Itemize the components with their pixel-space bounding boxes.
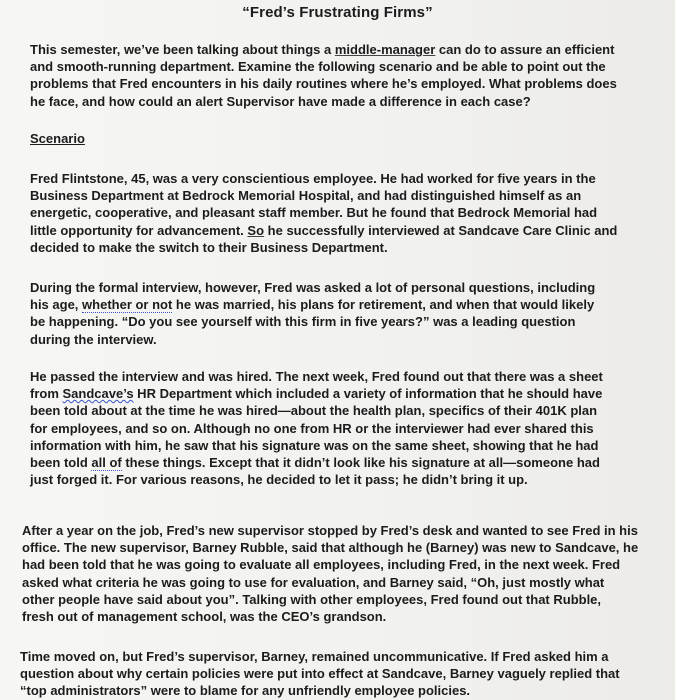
scenario-paragraph-4: After a year on the job, Fred’s new supervisor stopped by Fred’s desk and wanted to see Fred in his office. The new supervisor, Barney Rubble, said that although he (Barney) was new to Sandcave, he had been told that he was going to evaluate all employees, including Fred, in the next week. Fred asked what criteria he was going to use for evaluation, and Barney said, “Oh, just mostly what other people have said about you”. Talking with other employees, Fred found out that Rubble, fresh out of management school, was the CEO’s grandson. bbox=[22, 523, 639, 625]
scenario-paragraph-5: Time moved on, but Fred’s supervisor, Barney, remained uncommunicative. If Fred asked him a question about why certain policies were put into effect at Sandcave, Barney vaguely replied that “top administrators” were to blame for any unfriendly employee policies. bbox=[20, 649, 620, 699]
intro-line-3: problems that Fred encounters in his daily routines where he’s employed. What problems does bbox=[30, 76, 617, 92]
scenario-heading: Scenario bbox=[30, 131, 85, 146]
intro-line-2: and smooth-running department. Examine the following scenario and be able to point out the bbox=[30, 59, 606, 75]
intro-paragraph bbox=[30, 41, 617, 110]
scenario-paragraph-2: During the formal interview, however, Fred was asked a lot of personal questions, including his age, whether or not he was married, his plans for retirement, and when that would likely be happening. “Do you see yourself with this firm in five years?” was a leading question during the interview. bbox=[30, 280, 596, 347]
scenario-paragraph-1: Fred Flintstone, 45, was a very conscientious employee. He had worked for five years in the Business Department at Bedrock Memorial Hospital, and had distinguished himself as an energetic, cooperative, and pleasant staff member. But he found that Bedrock Memorial had little opportunity for advancement. So he successfully interviewed at Sandcave Care Clinic and decided to make the switch to their Business Department. bbox=[30, 171, 618, 255]
intro-line-4: he face, and how could an alert Supervisor have made a difference in each case? bbox=[30, 93, 531, 109]
scenario-paragraph-3: He passed the interview and was hired. The next week, Fred found out that there was a sheet from Sandcave’s HR Department which included a variety of information that he should have been told about at the time he was hired—about the health plan, specifics of their 401K plan for employees, and so on. Although no one from HR or the interviewer had ever shared this information with him, he saw that his signature was on the same sheet, showing that he had been told all of these things. Except that it didn’t look like his signature at all—someone had just forged it. For various reasons, he decided to let it pass; he didn’t bring it up. bbox=[30, 369, 603, 488]
intro-line-1: This semester, we’ve been talking about things a middle-manager can do to assure an efficient bbox=[30, 42, 615, 57]
document-title: “Fred’s Frustrating Firms” bbox=[242, 4, 433, 21]
